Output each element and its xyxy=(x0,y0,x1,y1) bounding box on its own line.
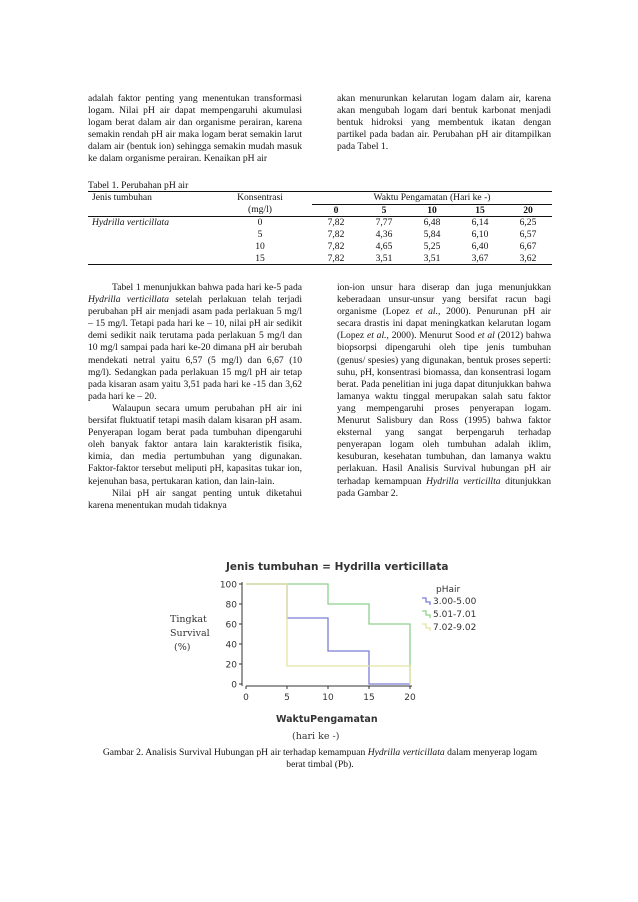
value-cell: 6,67 xyxy=(519,240,537,252)
day-header: 20 xyxy=(504,204,552,217)
text-run: 2000). Penurunan pH air secara drastis ini dapat meningkatkan kelarutan logam (Lopez xyxy=(337,306,551,342)
text-run: ditunjukkan pada Gambar 2. xyxy=(337,475,551,499)
bottom-left-column xyxy=(88,282,302,512)
text-run: Tabel 1 menunjukkan bahwa pada hari ke-5 pada xyxy=(112,282,302,293)
x-tick-label: 15 xyxy=(363,693,375,703)
value-cell: 5,84 xyxy=(423,229,441,241)
y-axis-label-line: Survival xyxy=(170,628,210,639)
value-cell: 3,51 xyxy=(360,253,408,265)
col-konsentrasi-header: Konsentrasi xyxy=(208,192,312,205)
value-cell: 6,25 xyxy=(519,217,537,229)
legend-entry: 7.02-9.02 xyxy=(433,623,477,633)
paragraph: akan menurunkan kelarutan logam dalam air, karena akan mengubah logam dari bentuk karbonat menjadi bentuk hidroksi yang membentuk ikatan dengan partikel pada badan air. Perubahan pH air ditampilkan pada Tabel 1. xyxy=(337,93,551,153)
y-axis-label xyxy=(170,614,210,653)
species-cell: Hydrilla verticillata xyxy=(92,217,170,229)
legend-swatch xyxy=(422,611,430,618)
ph-table xyxy=(88,191,552,265)
text-run: ion-ion unsur hara diserap dan juga menunjukkan keberadaan unsur-unsur yang bersifat racun bagi organisme (Lopez xyxy=(337,282,551,318)
paragraph: Nilai pH air sangat penting untuk diketahui karena menentukan mudah tidaknya xyxy=(88,487,302,511)
x-tick-label: 10 xyxy=(322,693,334,703)
konsentrasi-cell: 15 xyxy=(208,253,312,265)
value-cell: 6,14 xyxy=(471,217,489,229)
legend-swatch xyxy=(422,598,430,605)
text-run: Gambar 2. Analisis Survival Hubungan pH air terhadap kemampuan xyxy=(102,747,368,758)
legend-entry: 3.00-5.00 xyxy=(433,597,477,607)
text-run: setelah perlakuan telah terjadi perubahan pH air menjadi asam pada perlakuan 5 mg/l – 15 mg/l. Tetapi pada hari ke – 10, nilai pH air sedikit demi sedikit naik terutama pada perlakuan 5 mg/l dan 10 mg/l sampai pada hari ke-20 dimana pH air berubah mendekati netral yaitu 6,57 (5 mg/l) dan 6,67 (10 mg/l). Sedangkan pada perlakuan 15 mg/l pH air tetap pada kisaran asam yaitu 3,51 pada hari ke -15 dan 3,62 pada hari ke – 20. xyxy=(88,294,302,402)
y-axis-label-line: Tingkat xyxy=(170,614,207,625)
bottom-right-column xyxy=(337,282,551,500)
top-right-column xyxy=(337,93,551,153)
legend-entry: 5.01-7.01 xyxy=(433,610,477,620)
et-al: et al xyxy=(477,330,495,342)
species-name: Hydrilla verticillta xyxy=(426,475,501,487)
text-run: dalam menyerap logam berat timbal (Pb). xyxy=(286,747,538,770)
empty-cell xyxy=(88,204,208,217)
paragraph xyxy=(88,282,302,403)
konsentrasi-cell: 10 xyxy=(255,240,265,252)
figure-caption xyxy=(100,747,540,771)
et-al: et al., xyxy=(366,330,389,342)
value-cell: 5,25 xyxy=(423,240,441,252)
et-al: et al., xyxy=(415,306,441,318)
legend-title: pHair xyxy=(436,585,461,595)
survival-figure xyxy=(160,556,480,744)
value-cell: 3,51 xyxy=(408,253,456,265)
table-row xyxy=(88,253,552,265)
konsentrasi-cell: 5 xyxy=(257,229,263,241)
empty-cell xyxy=(88,253,208,265)
x-tick-label: 0 xyxy=(243,693,249,703)
value-cell: 3,62 xyxy=(504,253,552,265)
table-row xyxy=(88,241,552,253)
survival-chart xyxy=(160,556,480,744)
day-header: 5 xyxy=(360,204,408,217)
konsentrasi-cell: 0 xyxy=(257,217,263,229)
y-tick-label: 100 xyxy=(219,580,237,591)
value-cell: 7,82 xyxy=(327,240,345,252)
empty-cell xyxy=(88,229,208,241)
legend-swatch xyxy=(422,624,430,631)
value-cell: 7,77 xyxy=(375,217,393,229)
col-waktu-header: Waktu Pengamatan (Hari ke -) xyxy=(312,192,552,205)
y-tick-label: 80 xyxy=(225,600,237,611)
x-tick-label: 5 xyxy=(284,693,290,703)
chart-title: Jenis tumbuhan = Hydrilla verticillata xyxy=(226,561,449,573)
x-tick-label: 20 xyxy=(404,693,416,703)
value-cell: 7,82 xyxy=(327,229,345,241)
value-cell: 6,48 xyxy=(423,217,441,229)
paragraph: adalah faktor penting yang menentukan transformasi logam. Nilai pH air dapat mempengaruhi akumulasi logam berat dalam air dan organisme perairan, karena semakin rendah pH air maka logam berat semakin larut dalam air (bentuk ion) sehingga semakin mudah masuk ke dalam organisme perairan. Kenaikan pH air xyxy=(88,93,302,165)
species-name: Hydrilla verticillata xyxy=(367,747,445,758)
chart-series xyxy=(246,584,410,684)
paragraph xyxy=(337,282,551,500)
top-left-column xyxy=(88,93,302,166)
chart-legend xyxy=(422,585,477,633)
y-tick-label: 40 xyxy=(225,640,237,651)
day-header: 0 xyxy=(312,204,360,217)
table-row xyxy=(88,217,552,229)
value-cell: 6,40 xyxy=(471,240,489,252)
value-cell: 6,10 xyxy=(471,229,489,241)
table-row xyxy=(88,229,552,241)
y-tick-label: 20 xyxy=(225,660,237,671)
paragraph: Walaupun secara umum perubahan pH air ini bersifat fluktuatif tetapi masih dalam kisaran pH asam. Penyerapan logam berat pada tumbuhan dipengaruhi oleh banyak faktor antara lain karakteristik fisika, kimia, dan media pertumbuhan yang digunakan. Faktor-faktor tersebut meliputi pH, kapasitas tukar ion, kejenuhan basa, pertukaran kation, dan lain-lain. xyxy=(88,402,302,487)
day-header: 15 xyxy=(456,204,504,217)
value-cell: 7,82 xyxy=(327,217,345,229)
y-tick-label: 60 xyxy=(225,620,237,631)
x-axis-label: WaktuPengamatan xyxy=(276,714,378,725)
species-name: Hydrilla verticillata xyxy=(88,294,169,306)
value-cell: 3,67 xyxy=(456,253,504,265)
col-species-header: Jenis tumbuhan xyxy=(88,192,208,205)
x-axis-label-unit: (hari ke -) xyxy=(292,731,340,742)
y-tick-label: 0 xyxy=(231,680,237,691)
y-axis-label-line: (%) xyxy=(174,642,191,653)
value-cell: 4,36 xyxy=(375,229,393,241)
day-header: 10 xyxy=(408,204,456,217)
value-cell: 4,65 xyxy=(375,240,393,252)
table-caption: Tabel 1. Perubahan pH air xyxy=(88,180,189,191)
empty-cell xyxy=(88,241,208,253)
text-run: 2000). Menurut Sood xyxy=(388,330,478,342)
col-unit-header: (mg/l) xyxy=(208,204,312,217)
value-cell: 6,57 xyxy=(519,229,537,241)
text-run: (2012) bahwa biopsorpsi dipengaruhi oleh tipe jenis tumbuhan (genus/ spesies) yang digunakan, bentuk proses seperti: suhu, pH, konsentrasi biomassa, dan konsentrasi logam berat. Pada penelitian ini juga dapat ditunjukkan bahwa lamanya waktu tinggal merupakan salah satu faktor yang mempengaruhi proses penyerapan logam. Menurut Salisbury dan Ross (1995) bahwa faktor eksternal yang sangat berpengaruh terhadap penyerapan logam oleh tumbuhan adalah iklim, kesuburan, kesehatan tumbuhan, dan lamanya waktu perlakuan. Hasil Analisis Survival hubungan pH air terhadap kemampuan xyxy=(337,330,551,487)
value-cell: 7,82 xyxy=(312,253,360,265)
